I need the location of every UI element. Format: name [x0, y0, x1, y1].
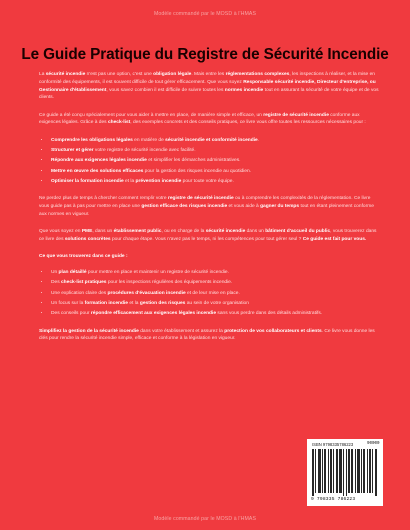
- middle-paragraph: [39, 228, 380, 244]
- page-title: Le Guide Pratique du Registre de Sécurité Incendie: [21, 46, 389, 63]
- text-run: , les inspections à réaliser, et la mise en conformité des équipements, il est souvent difficile de tout gérer efficacement. Que vous soyez: [39, 72, 375, 85]
- text-run: Que vous soyez en: [39, 229, 82, 235]
- barcode-bar: [336, 449, 337, 493]
- middle-paragraph: [39, 195, 380, 218]
- text-run: votre registre de sécurité incendie avec facilité.: [93, 148, 196, 154]
- barcode-bar: [357, 449, 358, 493]
- text-run: tout en étant pleinement conforme aux normes en vigueur.: [39, 204, 374, 217]
- text-run: et vous aide à: [227, 204, 261, 210]
- list-item: [50, 178, 380, 186]
- text-run: Un focus sur la: [51, 300, 85, 306]
- contents-list: [39, 269, 380, 318]
- bold-text: Répondre aux exigences légales incendie: [51, 158, 147, 164]
- barcode-bar: [358, 449, 359, 493]
- bold-text: obligation légale: [153, 72, 192, 77]
- barcode-bar: [331, 449, 332, 493]
- bold-text: prévention incendie: [135, 178, 182, 184]
- barcode-bar: [363, 449, 364, 493]
- text-run: , dans un: [92, 229, 114, 235]
- list-item: [50, 137, 380, 145]
- text-run: Des conseils pour: [51, 311, 91, 317]
- bold-text: Ce guide est fait pour vous.: [302, 236, 367, 242]
- bold-text: gestion efficace des risques incendie: [141, 204, 228, 210]
- text-run: Ne perdez plus de temps à chercher comment remplir votre: [39, 196, 168, 202]
- text-run: dans votre établissement et assurez la: [138, 328, 225, 334]
- text-run: .: [257, 137, 260, 143]
- text-run: , des exemples concrets et des conseils pratiques, ce livre vous offre toutes les ressources nécessaires pour :: [130, 120, 366, 126]
- text-run: conforme aux exigences légales. Grâce à des: [39, 112, 360, 126]
- text-run: et la: [123, 178, 136, 184]
- list-item: [50, 290, 380, 298]
- barcode-bar: [337, 449, 338, 493]
- barcode-bar: [370, 449, 371, 493]
- text-run: pour la gestion des risques incendie au quotidien.: [143, 168, 252, 174]
- bold-text: registre de sécurité incendie: [263, 112, 329, 118]
- list-item: [50, 310, 380, 318]
- bold-text: Optimiser la formation incendie: [51, 178, 124, 184]
- barcode-bar: [346, 449, 347, 496]
- list-item: [50, 147, 380, 155]
- list-item: [50, 300, 380, 308]
- barcode-bar: [333, 449, 334, 493]
- bold-text: répondre efficacement aux exigences légales incendie: [90, 311, 217, 317]
- barcode-bar: [348, 449, 349, 493]
- barcode-bar: [315, 449, 316, 493]
- bold-text: plan détaillé: [58, 270, 87, 276]
- barcode-bar: [361, 449, 362, 493]
- bold-text: gagner du temps: [260, 204, 300, 210]
- barcode-bar: [341, 449, 342, 493]
- bold-text: Comprendre les obligations légales: [51, 137, 133, 143]
- list-item: [50, 157, 380, 165]
- barcode-bar: [312, 449, 313, 496]
- bottom-note: Modèle commandé par le MOSD à l'HMAS: [153, 516, 257, 522]
- text-run: au sein de votre organisation: [185, 300, 249, 306]
- bold-text: Responsable sécurité incendie, Directeur d'entreprise, ou Gestionnaire d'établissement: [39, 79, 376, 93]
- bold-text: sécurité incendie: [45, 72, 86, 77]
- text-run: tout en assurant la sécurité de votre équipe et de vos clients.: [39, 87, 379, 101]
- text-run: Ce guide a été conçu spécialement pour vous aider à mettre en place, de manière simple et efficace, un: [39, 112, 264, 118]
- barcode-bar: [325, 449, 326, 493]
- back-cover-text: [39, 71, 380, 353]
- text-run: n'est pas une option, c'est une: [85, 72, 154, 77]
- text-run: pour chaque étape. Vous n'avez pas le temps, ni les compétences pour tout gérer seul ?: [110, 236, 303, 242]
- text-run: ou à comprendre les complexités de la réglementation. Ce livre vous guide pas à pas pour mettre en place une: [39, 196, 371, 210]
- barcode-bar: [355, 449, 356, 493]
- barcode-bar: [319, 449, 320, 493]
- intro-paragraph: [39, 71, 380, 102]
- barcode-bar: [322, 449, 323, 493]
- text-run: et la: [128, 300, 140, 306]
- barcode: [307, 439, 383, 506]
- text-run: Des: [51, 280, 61, 286]
- bold-text: gestion des risques: [139, 300, 186, 306]
- bold-text: Mettre en œuvre des solutions efficaces: [51, 168, 144, 174]
- bold-text: procédures d'évacuation incendie: [107, 290, 186, 296]
- barcode-bar: [376, 449, 377, 496]
- barcode-bar: [313, 449, 314, 496]
- bold-text: établissement public: [113, 229, 162, 235]
- barcode-bar: [367, 449, 368, 493]
- bold-text: check-list: [107, 120, 131, 126]
- barcode-bar: [359, 449, 360, 493]
- bold-text: check-list pratiques: [60, 280, 107, 286]
- bold-text: PME: [81, 229, 93, 235]
- barcode-bar: [375, 449, 376, 496]
- text-run: Une explication claire des: [51, 290, 108, 296]
- text-run: pour les inspections régulières des équipements incendie.: [106, 280, 233, 286]
- text-run: dans un: [245, 229, 266, 235]
- barcode-bar: [328, 449, 329, 493]
- barcode-bar: [320, 449, 321, 493]
- barcode-digits: 9 798335 786223: [311, 497, 356, 502]
- text-run: , vous savez combien il est difficile de suivre toutes les: [106, 87, 225, 93]
- barcode-bar: [339, 449, 340, 493]
- text-run: Un: [51, 270, 59, 276]
- text-run: La: [39, 72, 46, 77]
- barcode-addon: 90000: [367, 442, 380, 446]
- text-run: pour toute votre équipe.: [181, 178, 234, 184]
- text-run: , ou en charge de la: [161, 229, 206, 235]
- text-run: sans vous perdre dans des détails administratifs.: [216, 311, 323, 317]
- barcode-bars: [312, 449, 378, 496]
- bold-text: normes incendie: [224, 87, 264, 93]
- closing-paragraph: [39, 328, 380, 344]
- barcode-bar: [343, 449, 344, 496]
- benefits-list: [39, 137, 380, 186]
- intro-paragraph: [39, 112, 380, 128]
- barcode-bar: [352, 449, 353, 493]
- list-item: [50, 168, 380, 176]
- barcode-bar: [318, 449, 319, 493]
- text-run: . Ce livre vous donne les clés pour rendre la sécurité incendie simple, efficace et conforme à la législation en vigueur.: [39, 328, 375, 342]
- list-item: [50, 279, 380, 287]
- text-run: et simplifier les démarches administratives.: [146, 158, 241, 164]
- bold-text: sécurité incendie et conformité incendie: [165, 137, 258, 143]
- isbn-label: ISBN 9798335786223: [312, 442, 354, 447]
- text-run: . Mais entre les: [191, 72, 226, 77]
- list-item: [50, 269, 380, 277]
- bold-text: formation incendie: [84, 300, 128, 306]
- barcode-bar: [364, 449, 365, 493]
- barcode-bar: [369, 449, 370, 493]
- text-run: , vous trouverez dans ce livre des: [39, 229, 377, 242]
- bold-text: Simplifiez la gestion de la sécurité incendie: [39, 328, 139, 334]
- top-note: Modèle commandé par le MOSD à l'HMAS: [153, 11, 257, 17]
- bold-text: solutions concrètes: [64, 236, 111, 242]
- text-run: et de leur mise en place.: [185, 290, 240, 296]
- bold-text: registre de sécurité incendie: [167, 196, 234, 202]
- bold-text: sécurité incendie: [205, 229, 246, 235]
- barcode-bar: [330, 449, 331, 493]
- barcode-bar: [351, 449, 352, 493]
- section-title: Ce que vous trouverez dans ce guide :: [39, 254, 128, 260]
- bold-text: bâtiment d'accueil du public: [265, 229, 331, 235]
- bold-text: protection de vos collaborateurs et clients: [224, 328, 322, 334]
- bold-text: Structurer et gérer: [51, 148, 94, 154]
- barcode-bar: [372, 449, 373, 493]
- barcode-bar: [324, 449, 325, 493]
- barcode-bar: [349, 449, 350, 493]
- bold-text: réglementations complexes: [225, 72, 290, 77]
- barcode-bar: [340, 449, 341, 493]
- text-run: pour mettre en place et maintenir un registre de sécurité incendie.: [86, 270, 229, 276]
- text-run: en matière de: [132, 137, 166, 143]
